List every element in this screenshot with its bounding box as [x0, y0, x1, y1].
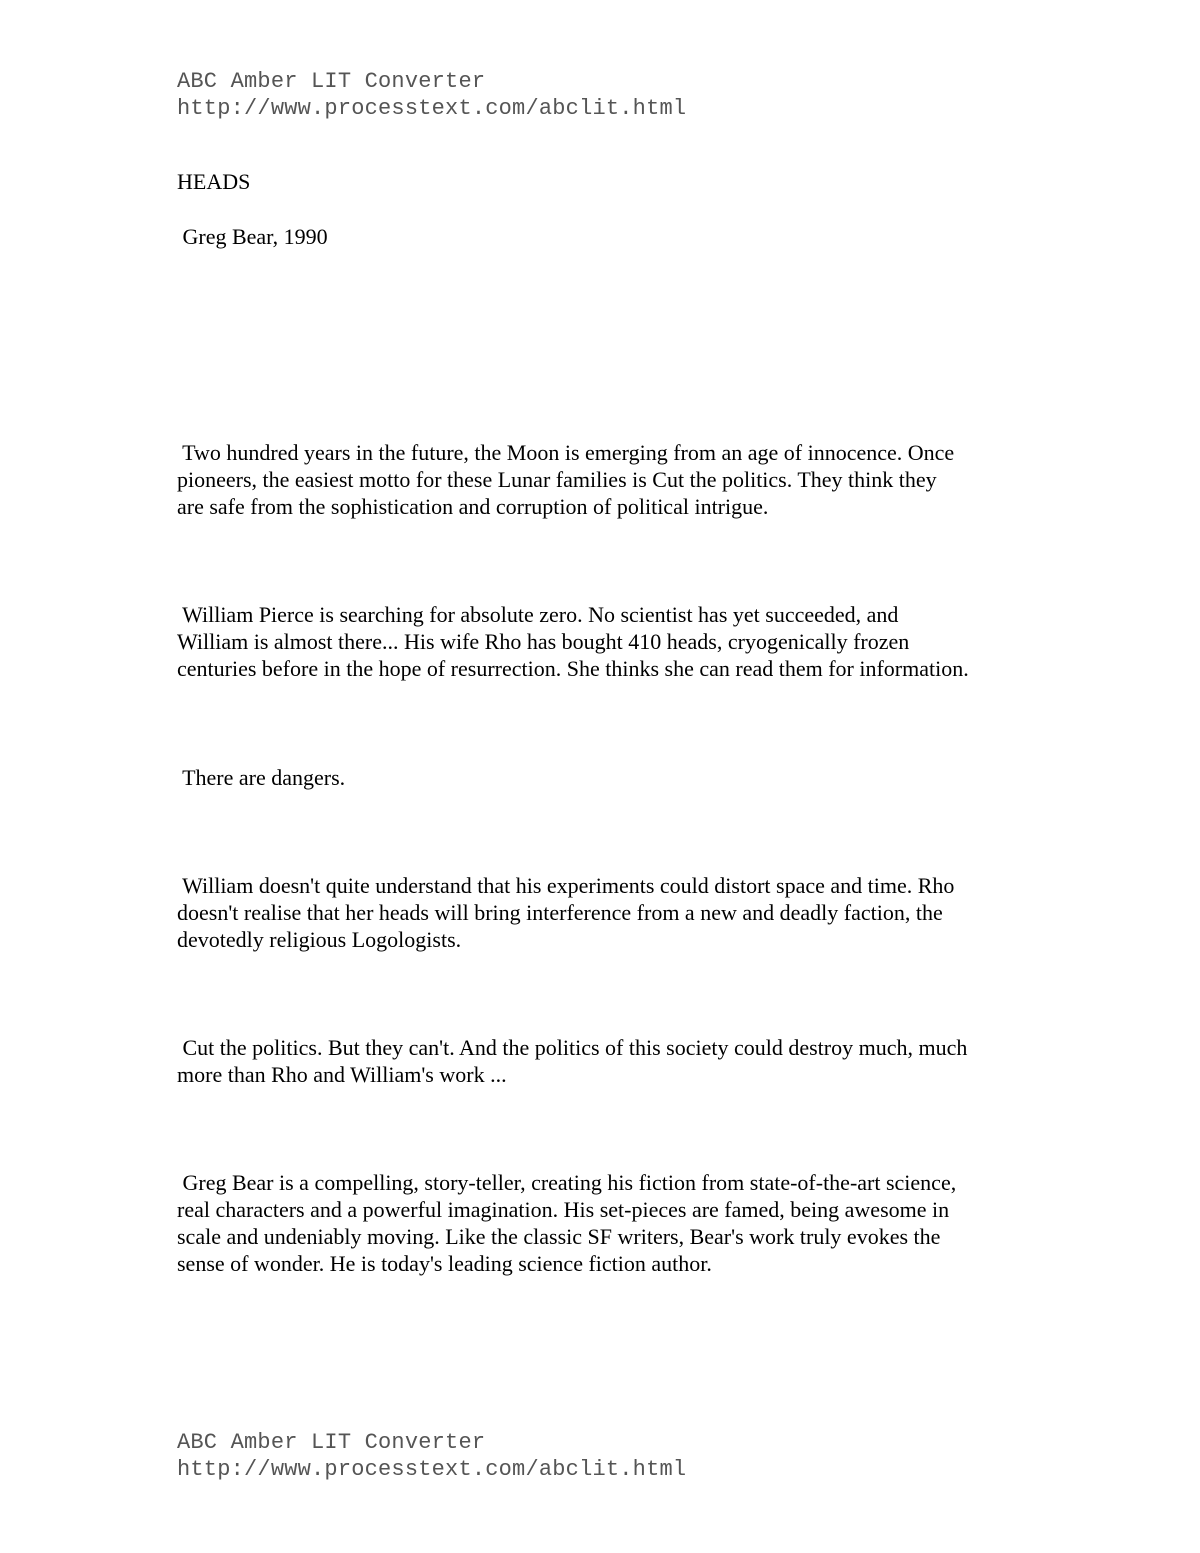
converter-name: ABC Amber LIT Converter: [177, 1430, 486, 1455]
paragraph-politics: [177, 1034, 1037, 1088]
paragraph-line: are safe from the sophistication and corruption of political intrigue.: [177, 494, 769, 519]
book-title-text: HEADS: [177, 169, 251, 194]
converter-url: http://www.processtext.com/abclit.html: [177, 96, 687, 121]
converter-url: http://www.processtext.com/abclit.html: [177, 1457, 687, 1482]
paragraph-line: Greg Bear is a compelling, story-teller, creating his fiction from state-of-the-art science,: [177, 1170, 957, 1195]
converter-footer: [177, 1429, 1037, 1483]
paragraph-line: real characters and a powerful imagination. His set-pieces are famed, being awesome in: [177, 1197, 950, 1222]
paragraph-line: more than Rho and William's work ...: [177, 1062, 507, 1087]
paragraph-line: devotedly religious Logologists.: [177, 927, 462, 952]
paragraph-line: There are dangers.: [177, 765, 346, 790]
paragraph-line: Cut the politics. But they can't. And the politics of this society could destroy much, much: [177, 1035, 968, 1060]
paragraph-author-bio: [177, 1169, 1037, 1277]
converter-name: ABC Amber LIT Converter: [177, 69, 486, 94]
paragraph-line: William is almost there... His wife Rho has bought 410 heads, cryogenically frozen: [177, 629, 910, 654]
author-text: Greg Bear, 1990: [177, 224, 328, 249]
paragraph-line: sense of wonder. He is today's leading science fiction author.: [177, 1251, 712, 1276]
paragraph-intro: [177, 439, 1037, 520]
converter-header: [177, 68, 1037, 122]
paragraph-dangers: [177, 764, 1037, 791]
paragraph-experiments: [177, 872, 1037, 953]
paragraph-line: William Pierce is searching for absolute zero. No scientist has yet succeeded, and: [177, 602, 899, 627]
author-line: [177, 223, 1037, 250]
book-title: [177, 168, 1037, 195]
paragraph-william-pierce: [177, 601, 1037, 682]
paragraph-line: centuries before in the hope of resurrection. She thinks she can read them for information.: [177, 656, 969, 681]
paragraph-line: doesn't realise that her heads will bring interference from a new and deadly faction, the: [177, 900, 943, 925]
paragraph-line: William doesn't quite understand that his experiments could distort space and time. Rho: [177, 873, 955, 898]
paragraph-line: scale and undeniably moving. Like the classic SF writers, Bear's work truly evokes the: [177, 1224, 941, 1249]
paragraph-line: Two hundred years in the future, the Moon is emerging from an age of innocence. Once: [177, 440, 955, 465]
paragraph-line: pioneers, the easiest motto for these Lunar families is Cut the politics. They think they: [177, 467, 937, 492]
